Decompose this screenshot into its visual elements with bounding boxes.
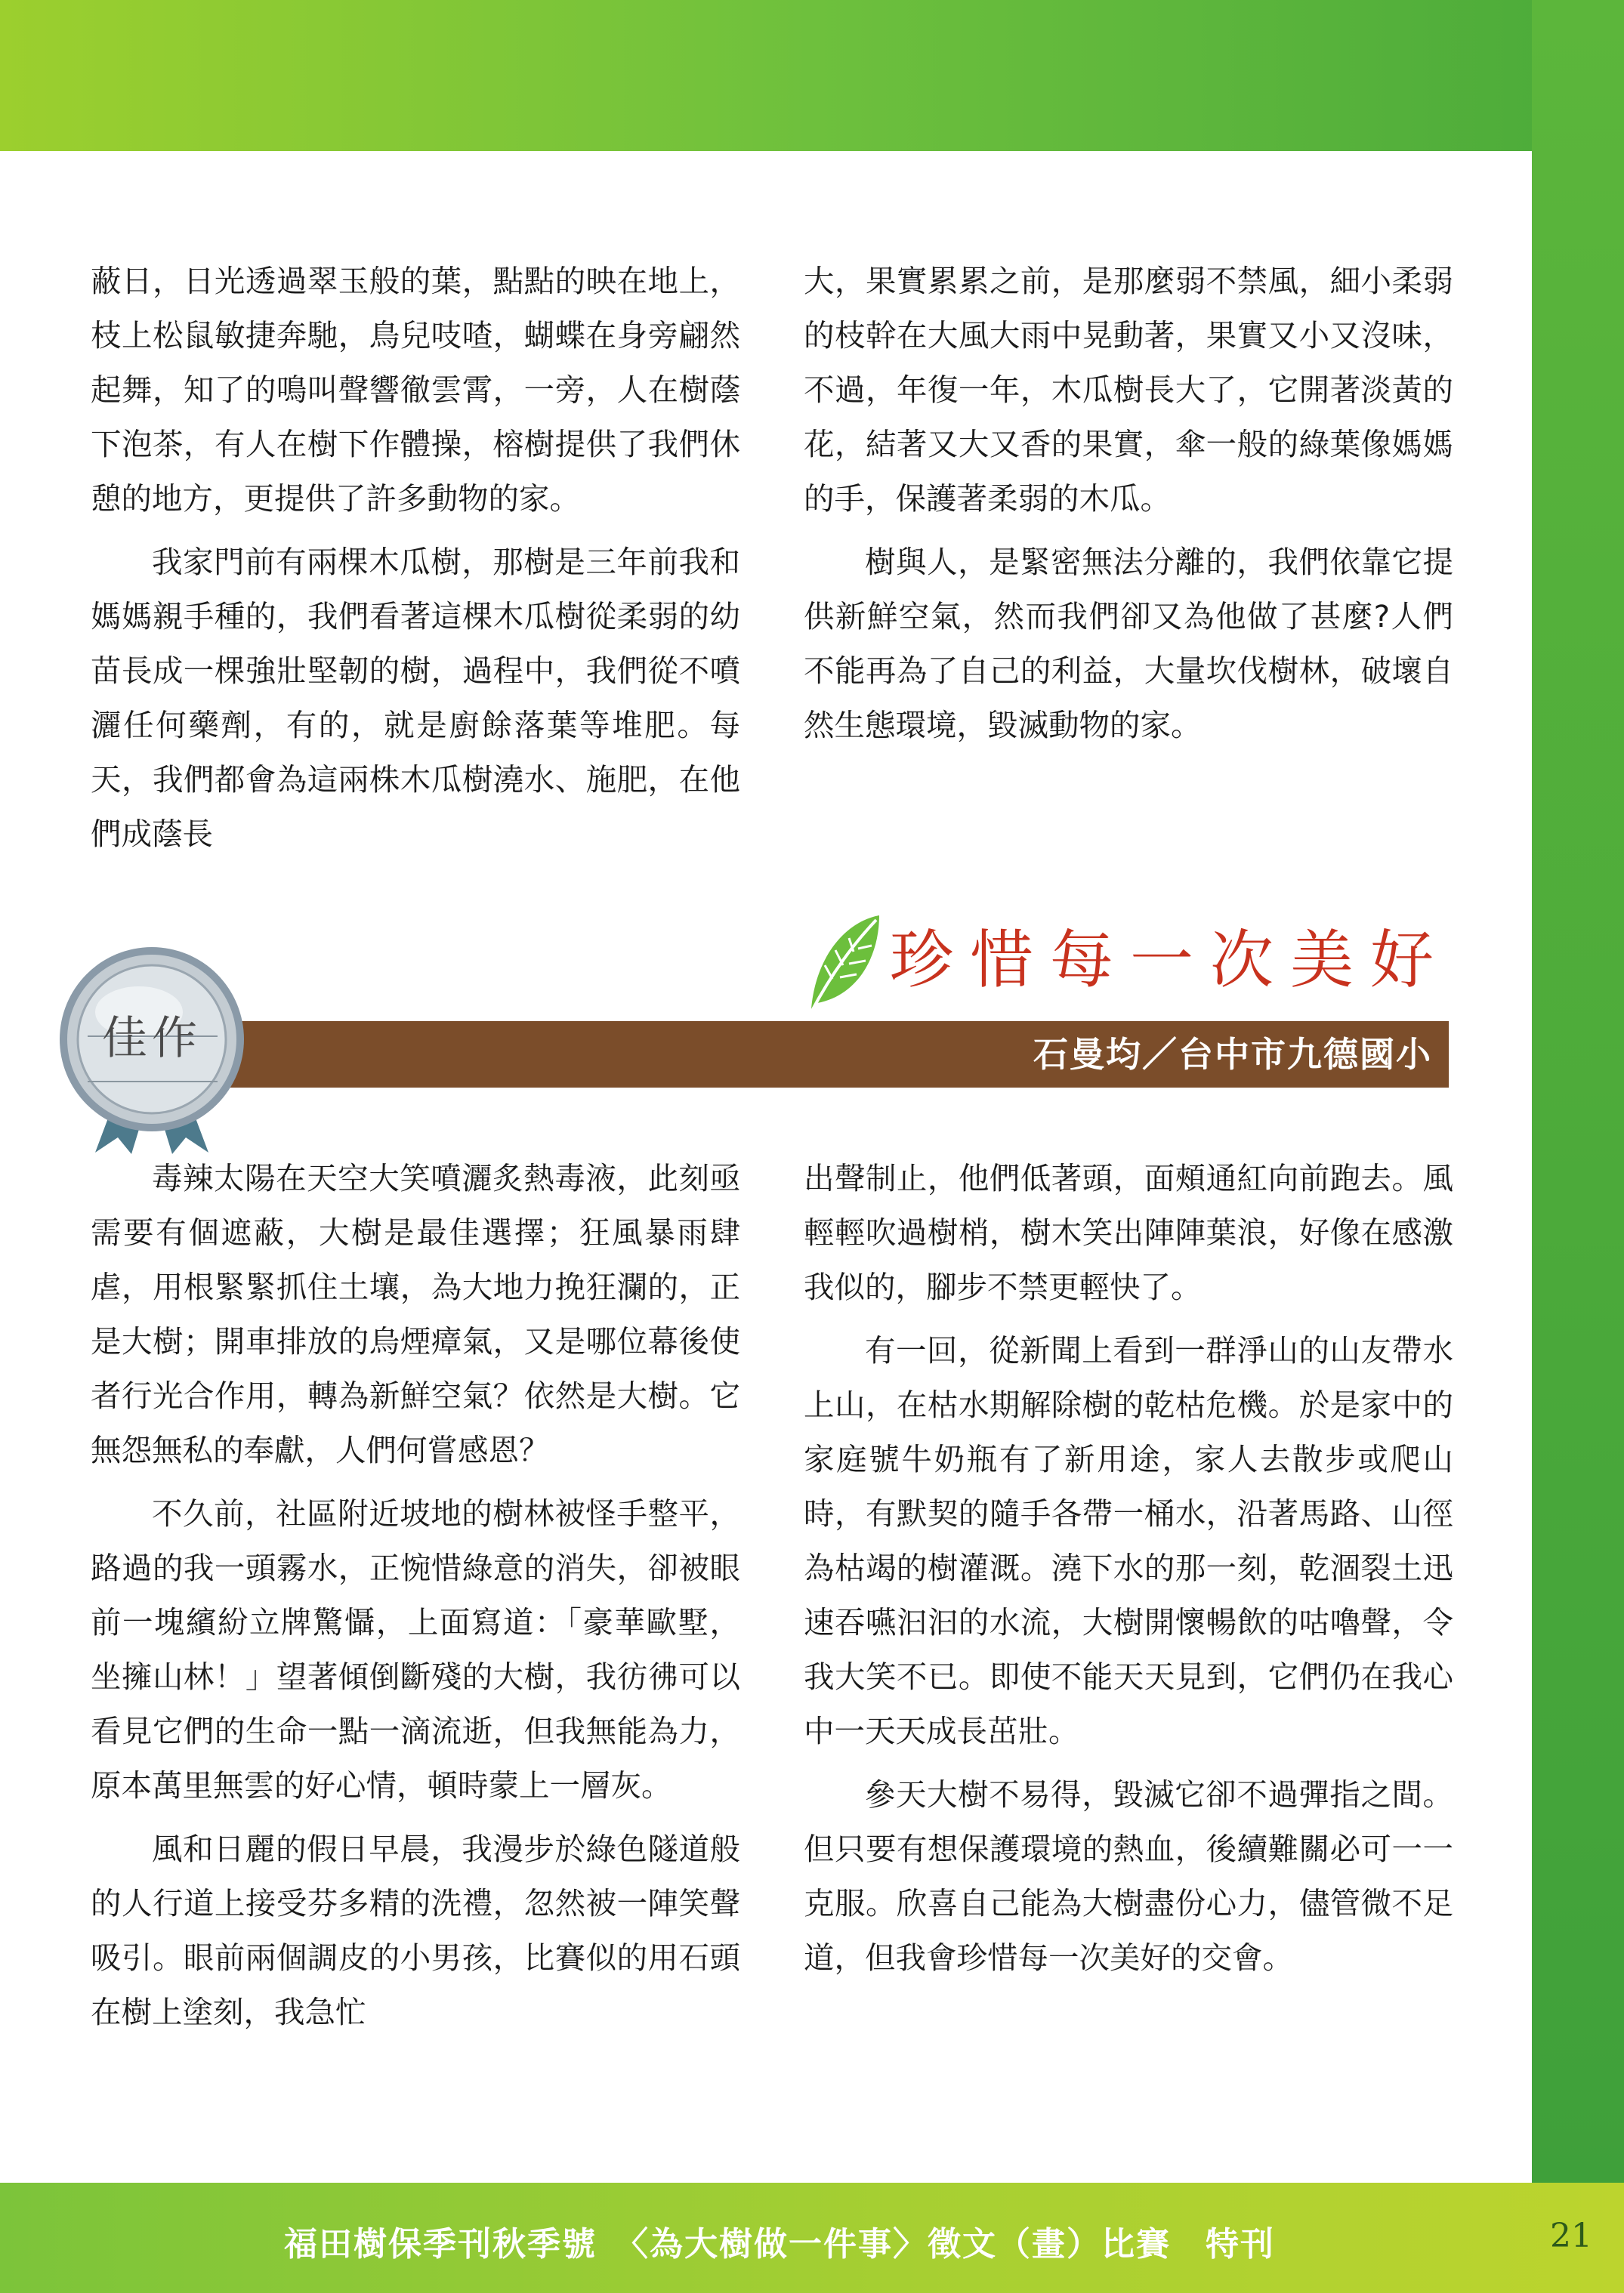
article2-column-right	[804, 1151, 1453, 1994]
article1-paragraph: 大，果實累累之前，是那麼弱不禁風，細小柔弱的枝幹在大風大雨中晃動著，果實又小又沒味，不過，年復一年，木瓜樹長大了，它開著淡黃的花，結著又大又香的果實，傘一般的綠葉像媽媽的手，保護著柔弱的木瓜。	[804, 263, 1453, 517]
article2-paragraph: 有一回，從新聞上看到一群淨山的山友帶水上山，在枯水期解除樹的乾枯危機。於是家中的家庭號牛奶瓶有了新用途，家人去散步或爬山時，有默契的隨手各帶一桶水，沿著馬路、山徑為枯竭的樹灌溉。澆下水的那一刻，乾涸裂土迅速吞嚥汩汩的水流，大樹開懷暢飲的咕嚕聲，令我大笑不已。即使不能天天見到，它們仍在我心中一天天成長茁壯。	[804, 1332, 1453, 1749]
article2-paragraph: 不久前，社區附近坡地的樹林被怪手整平，路過的我一頭霧水，正惋惜綠意的消失，卻被眼前一塊繽紛立牌驚懾，上面寫道：「豪華歐墅，坐擁山林！」望著傾倒斷殘的大樹，我彷彿可以看見它們的生命一點一滴流逝，但我無能為力，原本萬里無雲的好心情，頓時蒙上一層灰。	[91, 1495, 740, 1804]
top-green-band	[0, 0, 1624, 151]
article1-paragraph: 樹與人，是緊密無法分離的，我們依靠它提供新鮮空氣，然而我們卻又為他做了甚麼?人們不能再為了自己的利益，大量坎伐樹林，破壞自然生態環境，毀滅動物的家。	[804, 544, 1453, 743]
article2-paragraph: 毒辣太陽在天空大笑噴灑炙熱毒液，此刻亟需要有個遮蔽，大樹是最佳選擇；狂風暴雨肆虐，用根緊緊抓住土壤，為大地力挽狂瀾的，正是大樹；開車排放的烏煙瘴氣，又是哪位幕後使者行光合作用，轉為新鮮空氣？依然是大樹。它無怨無私的奉獻，人們何嘗感恩？	[91, 1160, 740, 1468]
footer-issue-title: 福田樹保季刊秋季號 〈為大樹做一件事〉徵文（畫）比賽 特刊	[284, 2225, 1275, 2264]
article1-column-right	[804, 254, 1453, 761]
page-number: 21	[1550, 2217, 1592, 2255]
author-byline: 石曼均／台中市九德國小	[1033, 1034, 1432, 1075]
article2-paragraph: 風和日麗的假日早晨，我漫步於綠色隧道般的人行道上接受芬多精的洗禮，忽然被一陣笑聲吸引。眼前兩個調皮的小男孩，比賽似的用石頭在樹上塗刻，我急忙	[91, 1831, 740, 2030]
article2-column-left	[91, 1151, 740, 2048]
article-title-bar	[227, 1021, 1449, 1088]
article1-paragraph: 我家門前有兩棵木瓜樹，那樹是三年前我和媽媽親手種的，我們看著這棵木瓜樹從柔弱的幼苗長成一棵強壯堅韌的樹，過程中，我們從不噴灑任何藥劑，有的，就是廚餘落葉等堆肥。每天，我們都會為這兩株木瓜樹澆水、施肥，在他們成蔭長	[91, 544, 740, 852]
article1-paragraph: 蔽日，日光透過翠玉般的葉，點點的映在地上，枝上松鼠敏捷奔馳，鳥兒吱喳，蝴蝶在身旁翩然起舞，知了的鳴叫聲響徹雲霄，一旁，人在樹蔭下泡茶，有人在樹下作體操，榕樹提供了我們休憩的地方，更提供了許多動物的家。	[91, 263, 740, 517]
right-green-sidebar	[1532, 0, 1624, 2183]
article2-paragraph: 參天大樹不易得，毀滅它卻不過彈指之間。但只要有想保護環境的熱血，後續難關必可一一克服。欣喜自己能為大樹盡份心力，儘管微不足道，但我會珍惜每一次美好的交會。	[804, 1776, 1453, 1976]
leaf-icon	[801, 911, 884, 1017]
article-title: 珍惜每一次美好	[890, 923, 1451, 997]
award-label: 佳作	[102, 1012, 202, 1065]
article2-paragraph: 出聲制止，他們低著頭，面頰通紅向前跑去。風輕輕吹過樹梢，樹木笑出陣陣葉浪，好像在感激我似的，腳步不禁更輕快了。	[804, 1160, 1453, 1305]
article1-column-left	[91, 254, 740, 870]
